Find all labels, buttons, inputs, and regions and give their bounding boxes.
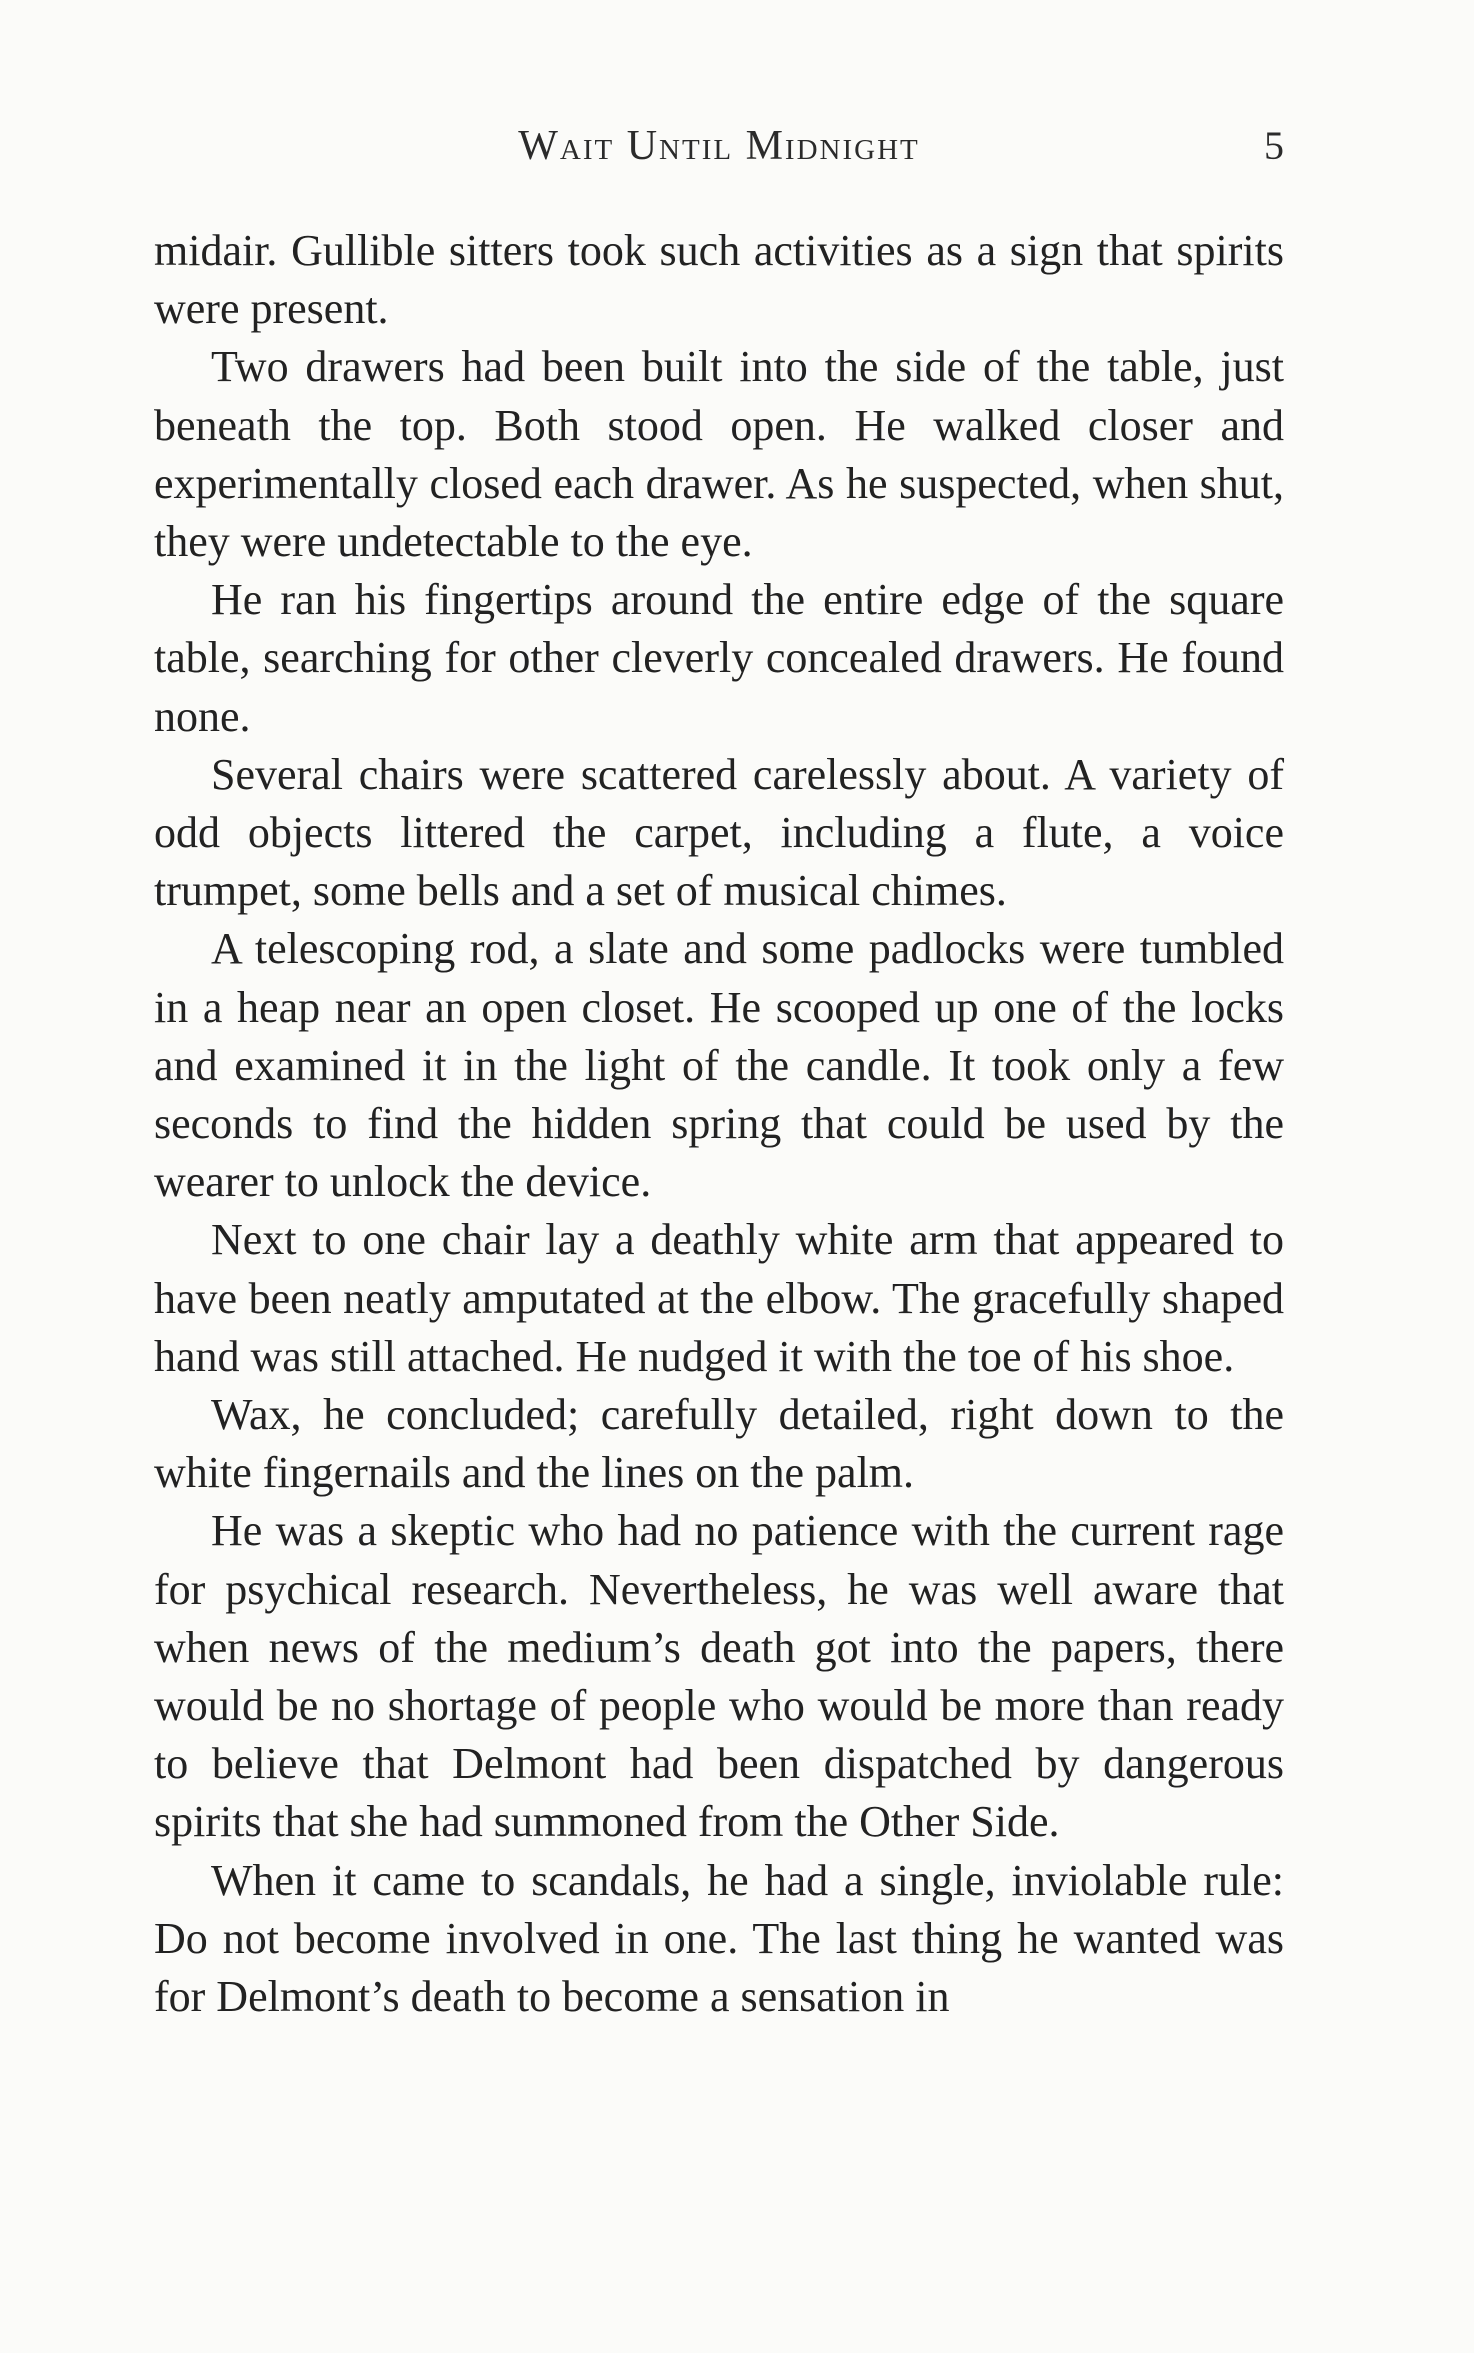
paragraph: He ran his fingertips around the entire edge of the square table, searching for other cleverly concealed drawers. He found none.: [154, 575, 1284, 741]
paragraph: When it came to scandals, he had a single, inviolable rule: Do not become involved in one. The last thing he wanted was for Delmont’s death to become a sensation in: [154, 1855, 1284, 2022]
paragraph: Two drawers had been built into the side of the table, just beneath the top. Both stood open. He walked closer and experimentally closed each drawer. As he suspected, when shut, they were undetectable to the eye.: [154, 342, 1284, 567]
running-head: [154, 122, 1284, 178]
paragraph: Wax, he concluded; carefully detailed, right down to the white fingernails and the lines on the palm.: [154, 1390, 1284, 1498]
paragraph: Next to one chair lay a deathly white arm that appeared to have been neatly amputated at the elbow. The gracefully shaped hand was still attached. He nudged it with the toe of his shoe.: [154, 1215, 1284, 1381]
page-number: 5: [1264, 123, 1284, 168]
body-text: [154, 222, 1284, 2026]
paragraph: Several chairs were scattered carelessly about. A variety of odd objects littered the carpet, including a flute, a voice trumpet, some bells and a set of musical chimes.: [154, 749, 1284, 916]
running-title: Wait Until Midnight: [518, 123, 920, 169]
paragraph: He was a skeptic who had no patience with the current rage for psychical research. Nevertheless, he was well aware that when news of the medium’s death got into the papers, there would be no shortage of people who would be more than ready to believe that Delmont had been dispatched by dangerous spirits that she had summoned from the Other Side.: [154, 1506, 1284, 1847]
paragraph: A telescoping rod, a slate and some padlocks were tumbled in a heap near an open closet. He scooped up one of the locks and examined it in the light of the candle. It took only a few seconds to find the hidden spring that could be used by the wearer to unlock the device.: [154, 924, 1284, 1207]
paragraph: midair. Gullible sitters took such activities as a sign that spirits were present.: [154, 226, 1284, 334]
